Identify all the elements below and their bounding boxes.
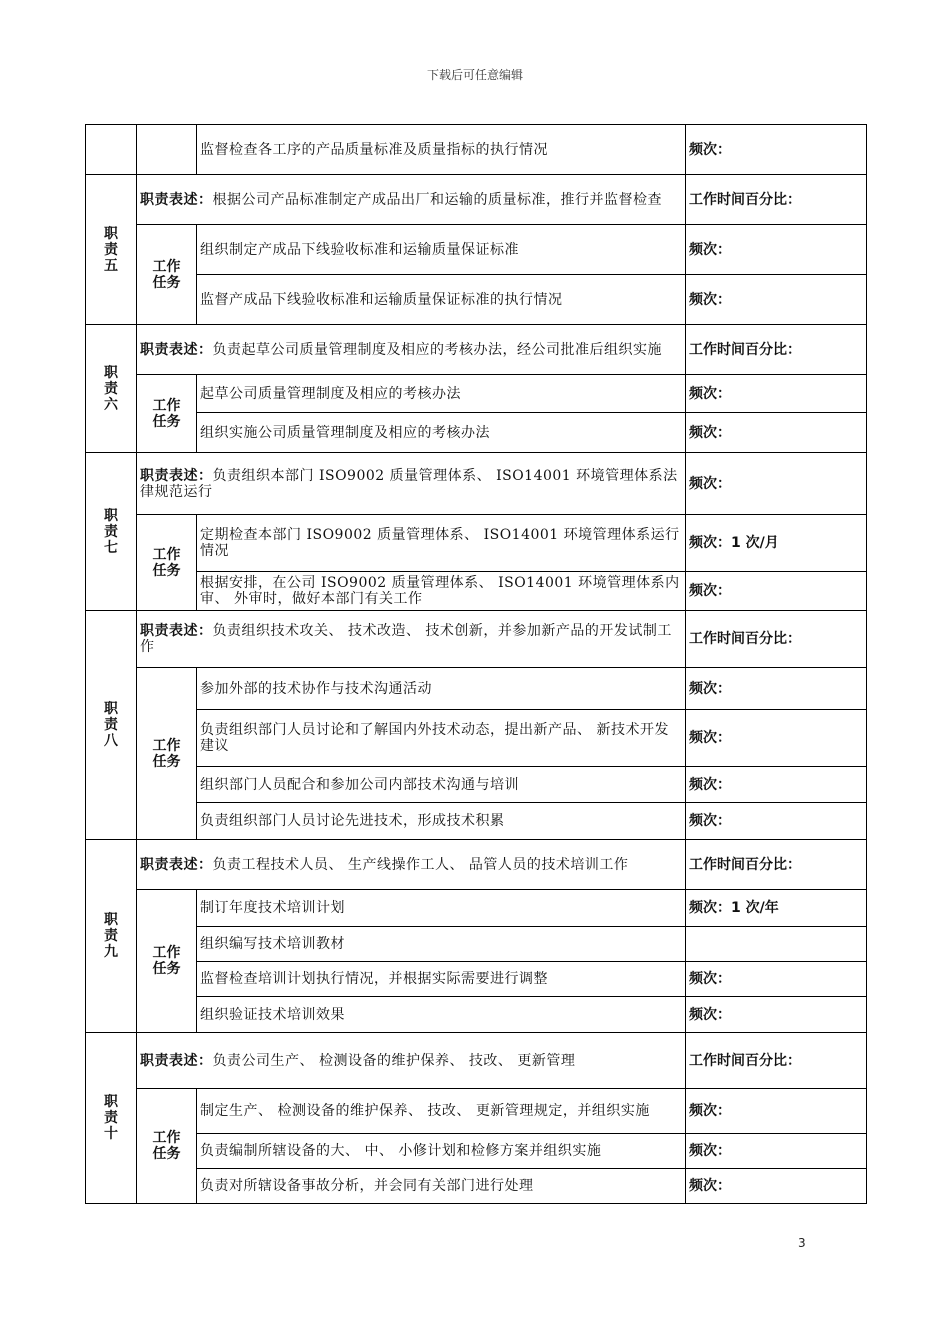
freq-label: 频次： — [689, 424, 731, 441]
duty-label-char: 职 — [104, 1094, 118, 1110]
task-text: 根据安排，在公司 ISO9002 质量管理体系、 ISO14001 环境管理体系内审、 外审时，做好本部门有关工作 — [197, 572, 686, 611]
task-label-line: 工作 — [152, 737, 181, 754]
task-label — [137, 890, 197, 1033]
duty-label-char: 职 — [104, 225, 118, 242]
duty-label-char: 十 — [104, 1126, 118, 1142]
duty-label-char: 责 — [104, 1110, 118, 1126]
duty-desc-row — [86, 175, 867, 225]
description-text: 负责组织技术攻关、 技术改造、 技术创新，并参加新产品的开发试制工作 — [140, 623, 672, 655]
task-text: 组织制定产成品下线验收标准和运输质量保证标准 — [197, 225, 686, 275]
duty-label — [86, 175, 137, 325]
description-label: 职责表述： — [140, 623, 213, 639]
freq-cell — [686, 1134, 867, 1169]
description-text: 负责组织本部门 ISO9002 质量管理体系、 ISO14001 环境管理体系法律规范运行 — [140, 467, 678, 500]
duty-description — [137, 453, 686, 515]
task-label-line: 工作 — [152, 945, 181, 961]
task-label-line: 任务 — [152, 413, 181, 430]
task-text: 负责组织部门人员讨论先进技术，形成技术积累 — [197, 803, 686, 840]
freq-label: 频次： — [689, 971, 731, 987]
task-text: 监督检查各工序的产品质量标准及质量指标的执行情况 — [197, 125, 686, 175]
task-text: 制定生产、 检测设备的维护保养、 技改、 更新管理规定，并组织实施 — [197, 1089, 686, 1134]
work-time-percent-cell: 频次： — [686, 453, 867, 515]
task-row — [86, 890, 867, 927]
duty-label — [86, 1033, 137, 1204]
freq-cell — [686, 1169, 867, 1204]
work-time-percent-cell: 工作时间百分比： — [686, 325, 867, 375]
duty-table-body — [86, 125, 867, 1204]
freq-label: 频次： — [689, 730, 731, 746]
freq-cell — [686, 515, 867, 572]
freq-label: 频次： — [689, 1103, 731, 1119]
task-text: 定期检查本部门 ISO9002 质量管理体系、 ISO14001 环境管理体系运行情况 — [197, 515, 686, 572]
duty-label-char: 五 — [104, 257, 118, 274]
freq-cell: 频次： — [686, 125, 867, 175]
freq-cell — [686, 997, 867, 1033]
task-row — [86, 927, 867, 962]
freq-cell — [686, 225, 867, 275]
task-row — [86, 275, 867, 325]
task-label-line: 任务 — [152, 1146, 181, 1162]
task-text: 制订年度技术培训计划 — [197, 890, 686, 927]
freq-cell — [686, 767, 867, 803]
work-time-percent-cell: 工作时间百分比： — [686, 840, 867, 890]
duty-description — [137, 840, 686, 890]
task-row — [86, 710, 867, 767]
freq-cell — [686, 413, 867, 453]
page-number: 3 — [798, 1236, 806, 1250]
freq-cell — [686, 803, 867, 840]
task-text: 组织验证技术培训效果 — [197, 997, 686, 1033]
task-label — [137, 375, 197, 453]
duty-description — [137, 1033, 686, 1089]
duty-label-char: 六 — [104, 396, 118, 413]
description-text: 负责公司生产、 检测设备的维护保养、 技改、 更新管理 — [212, 1052, 576, 1069]
freq-label: 频次： — [689, 1143, 731, 1159]
header-note: 下载后可任意编辑 — [426, 68, 523, 82]
freq-label: 频次： — [689, 241, 731, 258]
duty-label — [86, 453, 137, 611]
task-row — [86, 668, 867, 710]
task-row — [86, 997, 867, 1033]
task-row — [86, 1134, 867, 1169]
work-time-percent-cell: 工作时间百分比： — [686, 1033, 867, 1089]
freq-value: 1 次/月 — [731, 535, 779, 551]
task-label — [137, 515, 197, 611]
freq-value: 1 次/年 — [731, 900, 779, 916]
description-label: 职责表述： — [140, 191, 213, 208]
duty-label-char: 职 — [104, 364, 118, 381]
duty-description — [137, 325, 686, 375]
task-label-line: 工作 — [152, 397, 181, 414]
duty-label — [86, 611, 137, 840]
duty-description — [137, 175, 686, 225]
freq-label: 频次： — [689, 900, 731, 916]
task-row — [86, 515, 867, 572]
freq-label: 频次： — [689, 385, 731, 402]
task-label-line: 任务 — [152, 753, 181, 770]
duty-desc-row — [86, 611, 867, 668]
task-label — [137, 668, 197, 840]
duty-label-char: 责 — [104, 928, 118, 944]
duty-label-char: 职 — [104, 701, 118, 717]
task-text: 组织编写技术培训教材 — [197, 927, 686, 962]
duty-label-char: 责 — [104, 717, 118, 733]
duty-desc-row — [86, 1033, 867, 1089]
duty-label — [86, 325, 137, 453]
empty-cell — [86, 125, 137, 175]
work-time-percent-cell: 工作时间百分比： — [686, 611, 867, 668]
freq-cell — [686, 927, 867, 962]
freq-cell — [686, 275, 867, 325]
task-label-line: 工作 — [152, 258, 181, 275]
freq-cell — [686, 962, 867, 997]
task-label-line: 任务 — [152, 562, 181, 579]
duty-label-char: 七 — [104, 539, 118, 556]
task-row — [86, 803, 867, 840]
task-text: 负责编制所辖设备的大、 中、 小修计划和检修方案并组织实施 — [197, 1134, 686, 1169]
task-text: 监督产成品下线验收标准和运输质量保证标准的执行情况 — [197, 275, 686, 325]
duty-label-char: 九 — [104, 944, 118, 960]
task-text: 监督检查培训计划执行情况，并根据实际需要进行调整 — [197, 962, 686, 997]
freq-label: 频次： — [689, 813, 731, 829]
freq-cell — [686, 710, 867, 767]
description-label: 职责表述： — [140, 341, 213, 358]
freq-label: 频次： — [689, 680, 731, 697]
task-label-line: 工作 — [152, 546, 181, 563]
freq-label: 频次： — [689, 1178, 731, 1194]
continuation-row — [86, 125, 867, 175]
freq-label: 频次： — [689, 535, 731, 551]
task-row — [86, 225, 867, 275]
task-row — [86, 1169, 867, 1204]
empty-cell — [137, 125, 197, 175]
description-text: 负责起草公司质量管理制度及相应的考核办法，经公司批准后组织实施 — [212, 341, 662, 358]
freq-cell — [686, 375, 867, 413]
duty-label-char: 责 — [104, 523, 118, 540]
task-label-line: 任务 — [152, 274, 181, 291]
task-text: 参加外部的技术协作与技术沟通活动 — [197, 668, 686, 710]
task-text: 组织实施公司质量管理制度及相应的考核办法 — [197, 413, 686, 453]
task-row — [86, 1089, 867, 1134]
task-text: 组织部门人员配合和参加公司内部技术沟通与培训 — [197, 767, 686, 803]
freq-label: 频次： — [689, 1006, 731, 1023]
task-row — [86, 962, 867, 997]
freq-cell — [686, 572, 867, 611]
task-label — [137, 1089, 197, 1204]
duty-label-char: 责 — [104, 380, 118, 397]
task-row — [86, 572, 867, 611]
task-label — [137, 225, 197, 325]
description-text: 根据公司产品标准制定产成品出厂和运输的质量标准，推行并监督检查 — [212, 191, 662, 208]
description-label: 职责表述： — [140, 856, 213, 873]
freq-cell — [686, 1089, 867, 1134]
task-label-line: 任务 — [152, 961, 181, 977]
description-text: 负责工程技术人员、 生产线操作工人、 品管人员的技术培训工作 — [212, 856, 629, 873]
duty-label-char: 八 — [104, 733, 118, 749]
freq-cell — [686, 890, 867, 927]
task-text: 起草公司质量管理制度及相应的考核办法 — [197, 375, 686, 413]
duty-desc-row — [86, 453, 867, 515]
task-row — [86, 375, 867, 413]
duty-description — [137, 611, 686, 668]
task-text: 负责组织部门人员讨论和了解国内外技术动态，提出新产品、 新技术开发建议 — [197, 710, 686, 767]
description-label: 职责表述： — [140, 467, 213, 484]
task-row — [86, 767, 867, 803]
freq-label: 频次： — [689, 583, 731, 599]
freq-label: 频次： — [689, 291, 731, 308]
duty-label — [86, 840, 137, 1033]
duty-label-char: 责 — [104, 241, 118, 258]
duty-label-char: 职 — [104, 912, 118, 928]
task-label-line: 工作 — [152, 1130, 181, 1146]
duty-label-char: 职 — [104, 507, 118, 524]
duty-desc-row — [86, 840, 867, 890]
duty-desc-row — [86, 325, 867, 375]
task-text: 负责对所辖设备事故分析，并会同有关部门进行处理 — [197, 1169, 686, 1204]
task-row — [86, 413, 867, 453]
work-time-percent-cell: 工作时间百分比： — [686, 175, 867, 225]
freq-label: 频次： — [689, 776, 731, 793]
freq-cell — [686, 668, 867, 710]
duty-table — [85, 124, 867, 1204]
description-label: 职责表述： — [140, 1052, 213, 1069]
